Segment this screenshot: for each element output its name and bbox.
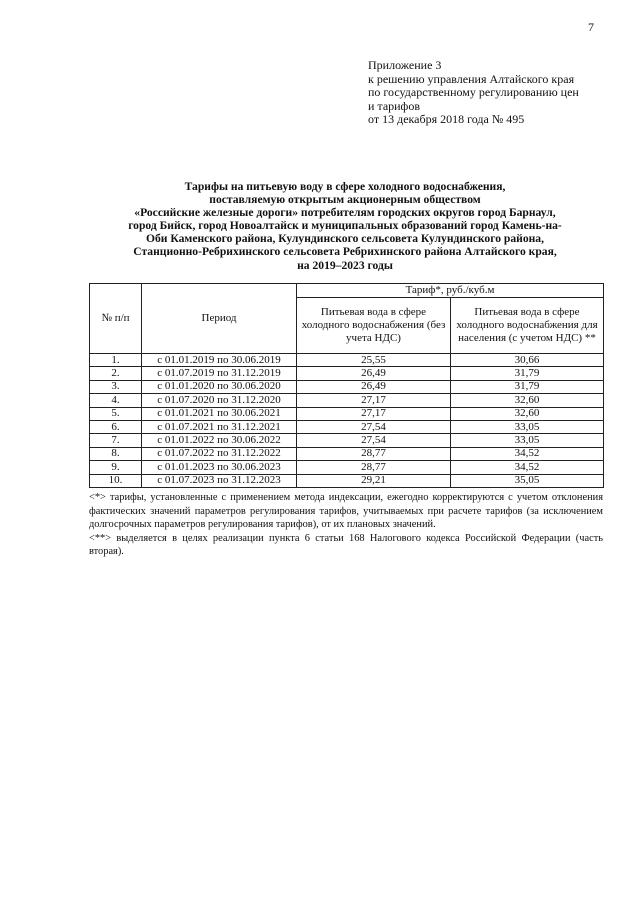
title-line: на 2019–2023 годы	[297, 258, 393, 272]
cell-period: с 01.01.2019 по 30.06.2019	[142, 354, 297, 367]
cell-with-vat: 33,05	[451, 434, 604, 447]
cell-no-vat: 27,17	[297, 407, 451, 420]
cell-with-vat: 30,66	[451, 354, 604, 367]
cell-with-vat: 34,52	[451, 461, 604, 474]
table-row	[90, 354, 604, 367]
cell-with-vat: 32,60	[451, 394, 604, 407]
table-row	[90, 367, 604, 380]
cell-no-vat: 27,17	[297, 394, 451, 407]
cell-no-vat: 28,77	[297, 447, 451, 460]
document-title	[86, 180, 604, 272]
header-num: № п/п	[90, 284, 142, 354]
cell-num: 3.	[90, 380, 142, 393]
cell-no-vat: 26,49	[297, 380, 451, 393]
table-row	[90, 407, 604, 420]
cell-period: с 01.07.2023 по 31.12.2023	[142, 474, 297, 487]
cell-no-vat: 29,21	[297, 474, 451, 487]
header-no-vat: Питьевая вода в сфере холодного водоснабжения (без учета НДС)	[297, 298, 451, 354]
table-row	[90, 461, 604, 474]
tariff-table	[89, 283, 604, 488]
cell-with-vat: 32,60	[451, 407, 604, 420]
header-with-vat: Питьевая вода в сфере холодного водоснабжения для населения (с учетом НДС) **	[451, 298, 604, 354]
cell-num: 10.	[90, 474, 142, 487]
appendix-block	[368, 59, 579, 127]
appendix-line: по государственному регулированию цен	[368, 85, 579, 100]
title-line: «Российские железные дороги» потребителям городских округов город Барнаул,	[134, 206, 556, 220]
cell-with-vat: 31,79	[451, 380, 604, 393]
header-tariff-group: Тариф*, руб./куб.м	[297, 284, 604, 298]
cell-period: с 01.01.2023 по 30.06.2023	[142, 461, 297, 474]
cell-num: 6.	[90, 420, 142, 433]
table-row	[90, 474, 604, 487]
cell-period: с 01.07.2019 по 31.12.2019	[142, 367, 297, 380]
cell-with-vat: 34,52	[451, 447, 604, 460]
footnotes	[89, 491, 603, 559]
title-line: поставляемую открытым акционерным обществом	[209, 193, 481, 207]
table-row	[90, 420, 604, 433]
cell-no-vat: 25,55	[297, 354, 451, 367]
cell-period: с 01.07.2021 по 31.12.2021	[142, 420, 297, 433]
table-row	[90, 434, 604, 447]
title-line: Тарифы на питьевую воду в сфере холодного водоснабжения,	[184, 180, 506, 193]
table-row	[90, 380, 604, 393]
appendix-line: Приложение 3	[368, 58, 442, 72]
cell-no-vat: 28,77	[297, 461, 451, 474]
cell-period: с 01.07.2020 по 31.12.2020	[142, 394, 297, 407]
cell-with-vat: 35,05	[451, 474, 604, 487]
cell-with-vat: 33,05	[451, 420, 604, 433]
cell-with-vat: 31,79	[451, 367, 604, 380]
cell-num: 2.	[90, 367, 142, 380]
cell-period: с 01.01.2020 по 30.06.2020	[142, 380, 297, 393]
table-row	[90, 447, 604, 460]
header-period: Период	[142, 284, 297, 354]
cell-period: с 01.07.2022 по 31.12.2022	[142, 447, 297, 460]
page-number: 7	[588, 20, 594, 34]
footnote-2: <**> выделяется в целях реализации пункта 6 статьи 168 Налогового кодекса Российской Федерации (часть вторая).	[89, 532, 603, 557]
cell-num: 5.	[90, 407, 142, 420]
cell-num: 8.	[90, 447, 142, 460]
cell-no-vat: 26,49	[297, 367, 451, 380]
appendix-line: к решению управления Алтайского края	[368, 71, 575, 86]
cell-num: 7.	[90, 434, 142, 447]
table-row	[90, 394, 604, 407]
title-line: Оби Каменского района, Кулундинского сельсовета Кулундинского района,	[145, 232, 544, 246]
appendix-line: и тарифов	[368, 98, 421, 113]
title-line: город Бийск, город Новоалтайск и муниципальных образований город Камень-на-	[128, 219, 562, 233]
title-line: Станционно-Ребрихинского сельсовета Ребрихинского района Алтайского края,	[133, 245, 557, 259]
footnote-1: <*> тарифы, установленные с применением метода индексации, ежегодно корректируются с учетом отклонения фактических значений параметров регулирования тарифов, учитываемых при расчете тарифов (за исключением долгосрочных параметров регулирования тарифов), от их плановых значений.	[89, 492, 603, 530]
appendix-line: от 13 декабря 2018 года № 495	[368, 112, 525, 127]
cell-num: 1.	[90, 354, 142, 367]
cell-period: с 01.01.2021 по 30.06.2021	[142, 407, 297, 420]
cell-num: 9.	[90, 461, 142, 474]
cell-num: 4.	[90, 394, 142, 407]
cell-period: с 01.01.2022 по 30.06.2022	[142, 434, 297, 447]
cell-no-vat: 27,54	[297, 434, 451, 447]
cell-no-vat: 27,54	[297, 420, 451, 433]
